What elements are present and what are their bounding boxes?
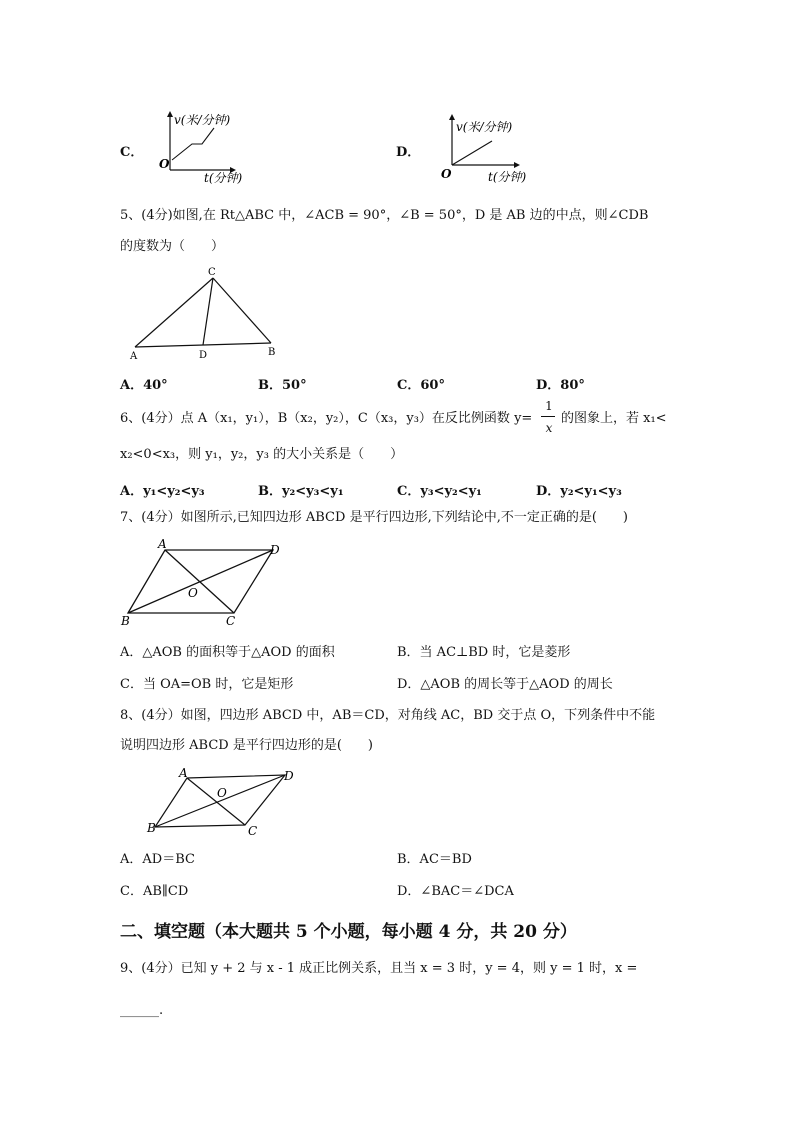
q5-label-b: B [268,347,276,358]
q8-line1: 8、(4分）如图，四边形 ABCD 中，AB＝CD，对角线 AC，BD 交于点 O，下列条件中不能 [120,708,656,723]
q8-option-d: D．∠BAC＝∠DCA [397,884,514,899]
q9-line1: 9、(4分）已知 y + 2 与 x - 1 成正比例关系，且当 x = 3 时，y = 4，则 y = 1 时，x = [120,961,638,976]
q5-label-c: C [208,267,216,278]
q7-label-c: C [226,614,236,628]
q4-graph-c [150,110,270,185]
q7-line1: 7、(4分）如图所示,已知四边形 ABCD 是平行四边形,下列结论中,不一定正确的是( ) [120,510,628,525]
q7-label-d: D [270,543,280,557]
q5-line1: 5、(4分)如图,在 Rt△ABC 中，∠ACB = 90°，∠B = 50°，D 是 AB 边的中点，则∠CDB [120,208,649,223]
q6-option-b: B．y₂<y₃<y₁ [258,484,344,499]
q4d-y-label: v(米/分钟) [456,120,513,134]
q5-triangle-figure [125,265,285,365]
q6-frac-bar [541,416,555,417]
q4d-x-label: t(分钟) [488,170,527,184]
q5-option-d: D．80° [536,378,585,393]
q5-option-c: C．60° [397,378,445,393]
q4c-origin-label: O [159,157,170,171]
q5-label-a: A [130,351,138,362]
q8-label-o: O [217,786,227,800]
q8-option-c: C．AB∥CD [120,884,189,899]
q4-option-d-label: D． [396,145,421,160]
q8-line2: 说明四边形 ABCD 是平行四边形的是( ) [120,738,373,753]
q7-label-o: O [188,586,198,600]
q6-frac-denominator: x [545,421,553,435]
q8-label-c: C [248,824,258,838]
q6-line2: x₂<0<x₃，则 y₁，y₂，y₃ 的大小关系是（ ） [120,447,404,462]
q8-label-d: D [284,769,294,783]
q4-graph-d [430,115,550,190]
q9-answer-blank: ______. [120,1003,164,1018]
q7-option-d: D．△AOB 的周长等于△AOD 的周长 [397,677,613,692]
q7-option-a: A．△AOB 的面积等于△AOD 的面积 [120,645,335,660]
q4d-origin-label: O [441,167,452,181]
q8-label-a: A [179,766,188,780]
q8-label-b: B [147,821,156,835]
q7-label-b: B [121,614,130,628]
q5-option-a: A．40° [120,378,168,393]
q4-option-c-label: C． [120,145,144,160]
q4c-y-label: v(米/分钟) [174,113,231,127]
q8-option-a: A．AD＝BC [120,852,195,867]
q8-quadrilateral-figure [145,765,310,845]
q6-line1-b: 的图象上，若 x₁< [561,411,667,426]
q4c-x-label: t(分钟) [204,171,243,185]
q7-option-c: C．当 OA=OB 时，它是矩形 [120,677,294,692]
q6-option-c: C．y₃<y₂<y₁ [397,484,482,499]
q5-label-d: D [199,350,208,361]
q6-frac-numerator: 1 [545,399,553,413]
q7-parallelogram-figure [118,535,293,630]
q5-option-b: B．50° [258,378,307,393]
q6-option-a: A．y₁<y₂<y₃ [120,484,205,499]
q7-option-b: B．当 AC⊥BD 时，它是菱形 [397,645,571,660]
q5-line2: 的度数为（ ） [120,239,225,254]
q8-option-b: B．AC＝BD [397,852,472,867]
q6-option-d: D．y₂<y₁<y₃ [536,484,622,499]
q6-line1-a: 6、(4分）点 A（x₁，y₁），B（x₂，y₂），C（x₃，y₃）在反比例函数 y= [120,411,533,426]
section-2-heading: 二、填空题（本大题共 5 个小题，每小题 4 分，共 20 分） [120,922,577,942]
q7-label-a: A [158,537,167,551]
